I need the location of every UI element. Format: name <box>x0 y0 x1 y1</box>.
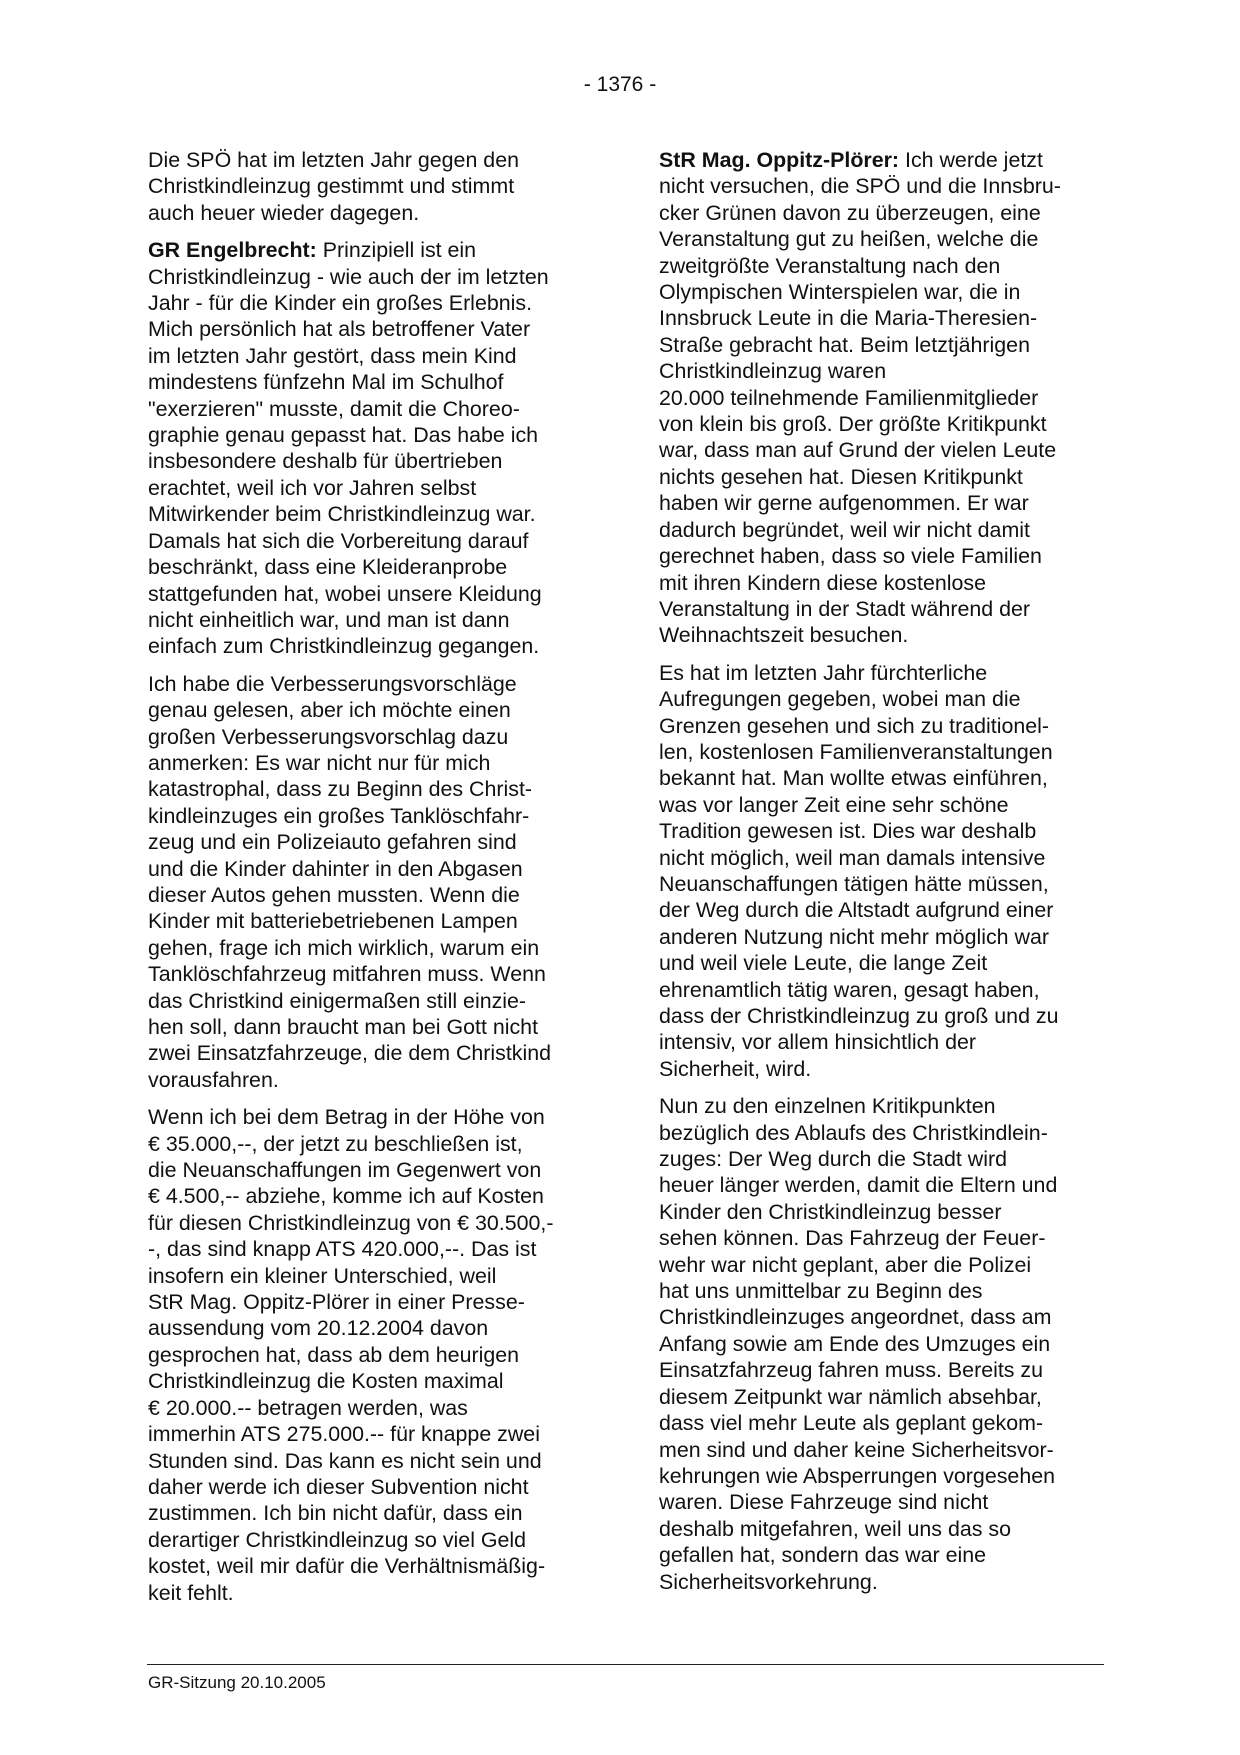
text-line: gesprochen hat, dass ab dem heurigen <box>148 1342 520 1367</box>
text-line: sehen können. Das Fahrzeug der Feuer- <box>659 1226 1046 1251</box>
text-line: Christkindleinzug die Kosten maximal <box>148 1369 504 1394</box>
text-line: beschränkt, dass eine Kleideranprobe <box>148 555 508 580</box>
text-line: mindestens fünfzehn Mal im Schulhof <box>148 370 504 395</box>
text-line <box>148 237 588 263</box>
text-line: Es hat im letzten Jahr fürchterliche <box>659 660 988 685</box>
text-line: Wenn ich bei dem Betrag in der Höhe von <box>148 1105 545 1130</box>
text-line: Tradition gewesen ist. Dies war deshalb <box>659 819 1037 844</box>
text-line: intensiv, vor allem hinsichtlich der <box>659 1030 977 1055</box>
footer-session-date: GR-Sitzung 20.10.2005 <box>148 1673 326 1692</box>
text-line: graphie genau gepasst hat. Das habe ich <box>148 423 539 448</box>
text-line: insofern ein kleiner Unterschied, weil <box>148 1263 497 1288</box>
text-line: Mitwirkender beim Christkindleinzug war. <box>148 502 536 527</box>
text-line: bekannt hat. Man wollte etwas einführen, <box>659 766 1048 791</box>
text-line: Veranstaltung in der Stadt während der <box>659 596 1031 621</box>
text-line: dass der Christkindleinzug zu groß und zu <box>659 1004 1059 1028</box>
text-line: zeug und ein Polizeiauto gefahren sind <box>148 830 517 855</box>
text-line: € 4.500,-- abziehe, komme ich auf Kosten <box>148 1184 544 1209</box>
text-line: Sicherheit, wird. <box>659 1056 812 1081</box>
text-line: StR Mag. Oppitz-Plörer in einer Presse- <box>148 1290 525 1315</box>
text-line: der Weg durch die Altstadt aufgrund einer <box>659 898 1054 923</box>
text-line: katastrophal, dass zu Beginn des Christ- <box>148 777 533 802</box>
left-column <box>148 147 588 1617</box>
text-line: len, kostenlosen Familienveranstaltungen <box>659 739 1053 764</box>
text-line: 20.000 teilnehmende Familienmitglieder <box>659 385 1039 410</box>
text-line: dieser Autos gehen mussten. Wenn die <box>148 882 520 907</box>
text-line: aussendung vom 20.12.2004 davon <box>148 1316 489 1341</box>
text-line: Die SPÖ hat im letzten Jahr gegen den <box>148 148 519 172</box>
text-line: Nun zu den einzelnen Kritikpunkten <box>659 1094 996 1119</box>
text-line: war, dass man auf Grund der vielen Leute <box>659 438 1057 463</box>
text-line: derartiger Christkindleinzug so viel Geld <box>148 1527 527 1552</box>
text-line: deshalb mitgefahren, weil uns das so <box>659 1516 1011 1541</box>
text-line: insbesondere deshalb für übertrieben <box>148 449 503 474</box>
text-line: Anfang sowie am Ende des Umzuges ein <box>659 1331 1051 1356</box>
speaker-name: StR Mag. Oppitz-Plörer: <box>659 148 900 172</box>
text-line: heuer länger werden, damit die Eltern und <box>659 1173 1058 1198</box>
text-line: Neuanschaffungen tätigen hätte müssen, <box>659 871 1049 896</box>
text-line: Mich persönlich hat als betroffener Vater <box>148 317 531 342</box>
text-line: Stunden sind. Das kann es nicht sein und <box>148 1448 542 1473</box>
text-line: Straße gebracht hat. Beim letztjährigen <box>659 332 1030 357</box>
text-line: genau gelesen, aber ich möchte einen <box>148 698 511 723</box>
paragraph <box>148 1104 588 1606</box>
text-line: Einsatzfahrzeug fahren muss. Bereits zu <box>659 1358 1044 1383</box>
text-line: Jahr - für die Kinder ein großes Erlebnis. <box>148 291 533 316</box>
text-line: hen soll, dann braucht man bei Gott nicht <box>148 1015 539 1039</box>
text-line: gerechnet haben, dass so viele Familien <box>659 544 1042 569</box>
text-line: -, das sind knapp ATS 420.000,--. Das ist <box>148 1237 537 1262</box>
text-line: stattgefunden hat, wobei unsere Kleidung <box>148 581 542 606</box>
text-line: keit fehlt. <box>148 1580 234 1605</box>
text-line: kindleinzuges ein großes Tanklöschfahr- <box>148 803 530 828</box>
page-number: - 1376 - <box>583 73 657 96</box>
text-line: nicht möglich, weil man damals intensive <box>659 845 1046 870</box>
text-line: Kinder mit batteriebetriebenen Lampen <box>148 909 518 934</box>
text-line: Christkindleinzug waren <box>659 359 887 384</box>
text-line: "exerzieren" musste, damit die Choreo- <box>148 396 520 421</box>
text-line: waren. Diese Fahrzeuge sind nicht <box>659 1490 989 1515</box>
paragraph <box>148 671 588 1094</box>
text-line: einfach zum Christkindleinzug gegangen. <box>148 634 540 659</box>
text-line: nichts gesehen hat. Diesen Kritikpunkt <box>659 464 1023 489</box>
text-line: men sind und daher keine Sicherheitsvor- <box>659 1437 1054 1462</box>
text-line: Sicherheitsvorkehrung. <box>659 1569 878 1594</box>
text-line: auch heuer wieder dagegen. <box>148 200 420 225</box>
text-line: großen Verbesserungsvorschlag dazu <box>148 724 509 749</box>
right-column <box>659 147 1099 1606</box>
text-line: Grenzen gesehen und sich zu traditionel- <box>659 713 1050 738</box>
text-line: dadurch begründet, weil wir nicht damit <box>659 517 1030 542</box>
text-line: vorausfahren. <box>148 1067 279 1092</box>
text-line <box>659 147 1099 173</box>
paragraph-engelbrecht <box>148 237 588 660</box>
text-line: und weil viele Leute, die lange Zeit <box>659 951 988 976</box>
text-line: diesem Zeitpunkt war nämlich absehbar, <box>659 1384 1042 1409</box>
text-line: zustimmen. Ich bin nicht dafür, dass ein <box>148 1501 523 1526</box>
text-line: cker Grünen davon zu überzeugen, eine <box>659 200 1041 225</box>
text-line: ehrenamtlich tätig waren, gesagt haben, <box>659 977 1040 1002</box>
text-line: immerhin ATS 275.000.-- für knappe zwei <box>148 1422 540 1447</box>
text-line: Tanklöschfahrzeug mitfahren muss. Wenn <box>148 962 546 987</box>
text-line: haben wir gerne aufgenommen. Er war <box>659 491 1029 516</box>
text-line: im letzten Jahr gestört, dass mein Kind <box>148 343 517 368</box>
text-line: Christkindleinzug - wie auch der im letzten <box>148 264 549 289</box>
text-line: anderen Nutzung nicht mehr möglich war <box>659 924 1049 949</box>
text-line: zweitgrößte Veranstaltung nach den <box>659 253 1001 278</box>
text-line: daher werde ich dieser Subvention nicht <box>148 1474 529 1499</box>
text-fragment: Ich werde jetzt <box>899 148 1043 172</box>
text-line: zwei Einsatzfahrzeuge, die dem Christkind <box>148 1041 552 1066</box>
text-line: erachtet, weil ich vor Jahren selbst <box>148 475 477 500</box>
text-fragment: Prinzipiell ist ein <box>316 238 477 263</box>
text-line: für diesen Christkindleinzug von € 30.500,- <box>148 1210 554 1235</box>
text-line: Innsbruck Leute in die Maria-Theresien- <box>659 306 1038 331</box>
text-line: Aufregungen gegeben, wobei man die <box>659 687 1021 712</box>
paragraph <box>659 660 1099 1083</box>
paragraph-oppitz-ploerer <box>659 147 1099 649</box>
text-line: nicht versuchen, die SPÖ und die Innsbru- <box>659 174 1061 199</box>
text-line: Weihnachtszeit besuchen. <box>659 623 909 648</box>
text-line: zuges: Der Weg durch die Stadt wird <box>659 1147 1007 1172</box>
text-line: kehrungen wie Absperrungen vorgesehen <box>659 1463 1056 1488</box>
paragraph <box>659 1093 1099 1595</box>
text-line: gefallen hat, sondern das war eine <box>659 1543 987 1568</box>
text-line: und die Kinder dahinter in den Abgasen <box>148 856 523 881</box>
text-line: gehen, frage ich mich wirklich, warum ein <box>148 935 540 960</box>
text-line: Ich habe die Verbesserungsvorschläge <box>148 671 517 696</box>
text-line: das Christkind einigermaßen still einzie- <box>148 988 527 1013</box>
text-line: mit ihren Kindern diese kostenlose <box>659 570 986 595</box>
text-line: € 20.000.-- betragen werden, was <box>148 1395 468 1420</box>
footer-divider <box>147 1664 1104 1665</box>
text-line: € 35.000,--, der jetzt zu beschließen ist, <box>148 1131 523 1156</box>
text-line: kostet, weil mir dafür die Verhältnismäßig- <box>148 1554 546 1579</box>
speaker-name: GR Engelbrecht: <box>148 238 317 263</box>
text-line: bezüglich des Ablaufs des Christkindlein- <box>659 1120 1048 1145</box>
text-line: hat uns unmittelbar zu Beginn des <box>659 1279 983 1304</box>
text-line: Damals hat sich die Vorbereitung darauf <box>148 528 529 553</box>
text-line: nicht einheitlich war, und man ist dann <box>148 607 510 632</box>
text-line: wehr war nicht geplant, aber die Polizei <box>659 1252 1032 1277</box>
text-line: Kinder den Christkindleinzug besser <box>659 1199 1002 1224</box>
text-line: von klein bis groß. Der größte Kritikpunkt <box>659 412 1047 437</box>
text-line: was vor langer Zeit eine sehr schöne <box>659 792 1009 817</box>
text-line: Veranstaltung gut zu heißen, welche die <box>659 227 1039 252</box>
text-line: Olympischen Winterspielen war, die in <box>659 280 1021 305</box>
text-line: anmerken: Es war nicht nur für mich <box>148 750 491 775</box>
text-line: Christkindleinzug gestimmt und stimmt <box>148 174 515 199</box>
text-line: die Neuanschaffungen im Gegenwert von <box>148 1158 542 1183</box>
text-line: dass viel mehr Leute als geplant gekom- <box>659 1411 1044 1436</box>
paragraph <box>148 147 588 226</box>
text-line: Christkindleinzuges angeordnet, dass am <box>659 1305 1052 1330</box>
